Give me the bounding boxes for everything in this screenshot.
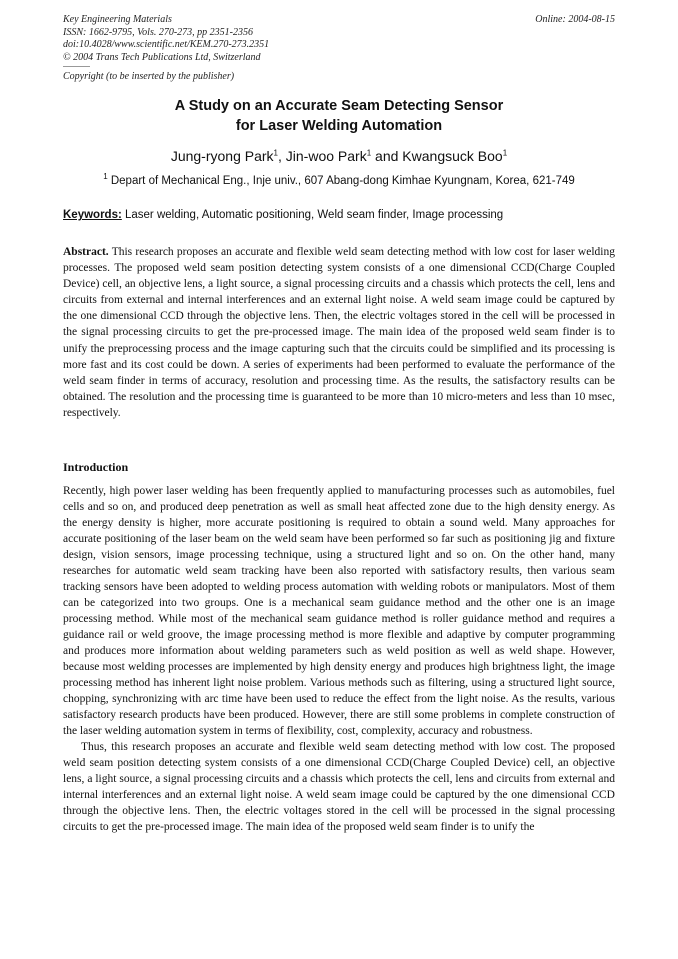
- keywords-text: Laser welding, Automatic positioning, Weld seam finder, Image processing: [121, 209, 504, 221]
- abstract-label: Abstract.: [63, 246, 109, 258]
- affiliation-mark: 1: [502, 148, 508, 158]
- title-line-1: A Study on an Accurate Seam Detecting Sensor: [174, 98, 504, 114]
- doi-line: doi:10.4028/www.scientific.net/KEM.270-273.2351: [63, 39, 270, 50]
- abstract-text: This research proposes an accurate and flexible weld seam detecting method with low cost for laser welding processes. The proposed weld seam position detecting system consists of a one dimensional CCD(Charge Coupled Device) cell, an objective lens, a light source, a signal processing circuits and a chassis which protects the cell, lens and circuits from external and internal interferences and an external light noise. A weld seam image could be captured by the one dimensional CCD through the objective lens. Then, the electric voltages stored in the cell will be processed in the signal processing circuits to get the pre-processed image. The main idea of the proposed weld seam finder is to unify the preprocessing process and the image capturing such that the circuits could be simplified and its processing is more fast and its cost could be down. A series of experiments had been performed to evaluate the performance of the weld seam finder in terms of accuracy, resolution and processing time. As the results, the satisfactory results can be obtained. The resolution and the processing time is guaranteed to be more than 10 micro-meters and less than 10 msec, respectively.: [63, 246, 615, 419]
- title-line-2: for Laser Welding Automation: [235, 117, 443, 134]
- online-date: Online: 2004-08-15: [535, 14, 615, 25]
- section-heading-introduction: Introduction: [63, 460, 129, 474]
- affiliation-mark: 1: [103, 172, 108, 182]
- affiliation-mark: 1: [273, 148, 278, 158]
- author-2: Jin-woo Park: [285, 148, 367, 164]
- author-3: Kwangsuck Boo: [402, 148, 503, 164]
- publisher-line: © 2004 Trans Tech Publications Ltd, Switzerland: [63, 51, 261, 63]
- intro-paragraph-2: Thus, this research proposes an accurate and flexible weld seam detecting method with low cost. The proposed weld seam position detecting system consists of a one dimensional CCD(Charge Coupled Device) cell, an objective lens, a light source, a signal processing circuits and a chassis which protects the cell, lens and circuits from external and internal interferences and an external light noise. A weld seam image could be captured by the one dimensional CCD through the objective lens. Then, the electric voltages stored in the cell will be processed in the signal processing circuits to get the pre-processed image. The main idea of the proposed weld seam finder is to unify the: [63, 741, 615, 833]
- author-list: [63, 148, 615, 164]
- journal-header: [63, 14, 615, 64]
- introduction-body: [63, 483, 615, 835]
- author-1: Jung-ryong Park: [170, 148, 274, 164]
- abstract: [63, 244, 615, 421]
- intro-paragraph-1: Recently, high power laser welding has been frequently applied to manufacturing processes such as automobiles, fuel cells and so on, and produced deep penetration as well as small heat affected zone due to the high density energy. As the energy density is higher, more accurate positioning is required to obtain a sound weld. Many approaches for accurate positioning of the laser beam on the weld seam have been performed so far such as positioning jig and fixture design, vision sensors, image processing technique, using a structured light and so on. On the other hand, many researches for automatic weld seam tracking have been also reported with satisfactory results, then various seam tracking sensors have been adopted to welding process automation with welding robots or manipulators. Most of them can be categorized into two groups. One is a mechanical seam guidance method and the other one is an image processing method. While most of the mechanical seam guidance method is roller guidance method and requires a guidance rail or weld groove, the image processing method is more flexible and adaptive by computer programming and produces more information about welding parameters such as weld position as well as weld shape. However, because most welding processes are implemented by high density energy and produces high brightness light, the image processing method has inherent light noise problem. Various methods such as filtering, using a structured light source, chopping, synchronizing with arc time have been used to reduce the effect from the light noise. As the results, various satisfactory research products have been produced. However, there are still some problems in complete construction of the laser welding automation system in terms of flexibility, cost, complexity, accuracy and robustness.: [63, 485, 615, 737]
- affiliation-text: Depart of Mechanical Eng., Inje univ., 607 Abang-dong Kimhae Kyungnam, Korea, 621-749: [107, 175, 575, 187]
- keywords-label: Keywords:: [63, 209, 122, 221]
- author-separator: and: [371, 148, 403, 164]
- copyright-note: Copyright (to be inserted by the publisher): [63, 71, 235, 82]
- issn-line: ISSN: 1662-9795, Vols. 270-273, pp 2351-2356: [63, 26, 253, 38]
- paper-title: [63, 97, 615, 136]
- affiliation-mark: 1: [366, 148, 372, 158]
- affiliation: [63, 172, 615, 187]
- journal-name: Key Engineering Materials: [63, 14, 172, 25]
- author-separator: ,: [278, 148, 286, 164]
- keywords: [63, 209, 615, 221]
- header-divider: [63, 66, 90, 67]
